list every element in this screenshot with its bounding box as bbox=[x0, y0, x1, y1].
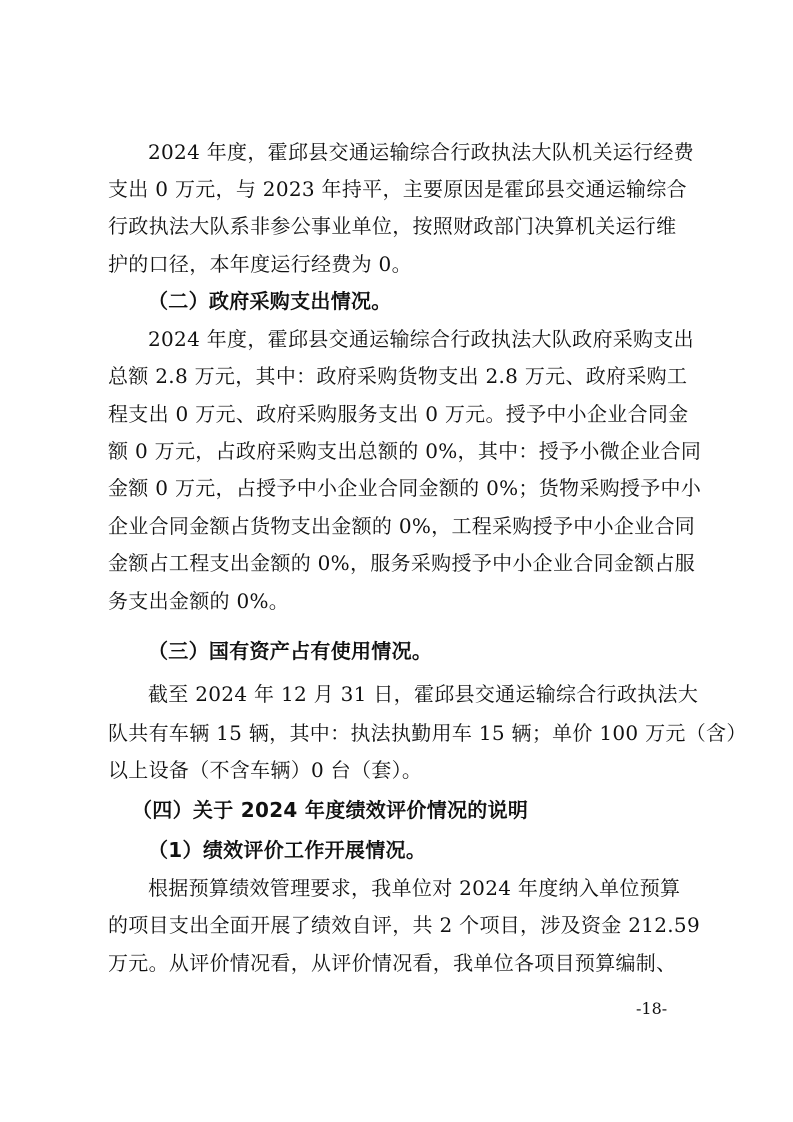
page-number: -18- bbox=[636, 999, 668, 1018]
paragraph-line: 金额 0 万元，占授予中小企业合同金额的 0%；货物采购授予中小 bbox=[108, 476, 702, 500]
paragraph-line: 2024 年度，霍邱县交通运输综合行政执法大队政府采购支出 bbox=[148, 327, 694, 351]
section-heading: （四）关于 2024 年度绩效评价情况的说明 bbox=[132, 798, 529, 822]
paragraph-line: 务支出金额的 0%。 bbox=[108, 589, 290, 613]
subsection-heading: （1）绩效评价工作开展情况。 bbox=[148, 838, 427, 862]
paragraph-line: 根据预算绩效管理要求，我单位对 2024 年度纳入单位预算 bbox=[148, 876, 681, 900]
paragraph-line: 行政执法大队系非参公事业单位，按照财政部门决算机关运行维 bbox=[108, 214, 677, 238]
paragraph-line: 支出 0 万元，与 2023 年持平，主要原因是霍邱县交通运输综合 bbox=[108, 177, 687, 201]
section-heading: （二）政府采购支出情况。 bbox=[148, 289, 392, 313]
paragraph-line: 的项目支出全面开展了绩效自评，共 2 个项目，涉及资金 212.59 bbox=[108, 913, 700, 937]
paragraph-line: 总额 2.8 万元，其中：政府采购货物支出 2.8 万元、政府采购工 bbox=[108, 364, 688, 388]
paragraph-line: 2024 年度，霍邱县交通运输综合行政执法大队机关运行经费 bbox=[148, 140, 694, 164]
paragraph-line: 以上设备（不含车辆）0 台（套）。 bbox=[108, 758, 423, 782]
paragraph-line: 截至 2024 年 12 月 31 日，霍邱县交通运输综合行政执法大 bbox=[148, 682, 699, 706]
paragraph-line: 企业合同金额占货物支出金额的 0%，工程采购授予中小企业合同 bbox=[108, 514, 696, 538]
paragraph-line: 护的口径，本年度运行经费为 0。 bbox=[108, 252, 412, 276]
section-heading: （三）国有资产占有使用情况。 bbox=[148, 639, 433, 663]
paragraph-line: 金额占工程支出金额的 0%，服务采购授予中小企业合同金额占服 bbox=[108, 551, 696, 575]
paragraph-line: 额 0 万元，占政府采购支出总额的 0%，其中：授予小微企业合同 bbox=[108, 439, 702, 463]
paragraph-line: 队共有车辆 15 辆，其中：执法执勤用车 15 辆；单价 100 万元（含） bbox=[108, 721, 747, 745]
paragraph-line: 程支出 0 万元、政府采购服务支出 0 万元。授予中小企业合同金 bbox=[108, 402, 689, 426]
paragraph-line: 万元。从评价情况看，从评价情况看，我单位各项目预算编制、 bbox=[108, 951, 677, 975]
